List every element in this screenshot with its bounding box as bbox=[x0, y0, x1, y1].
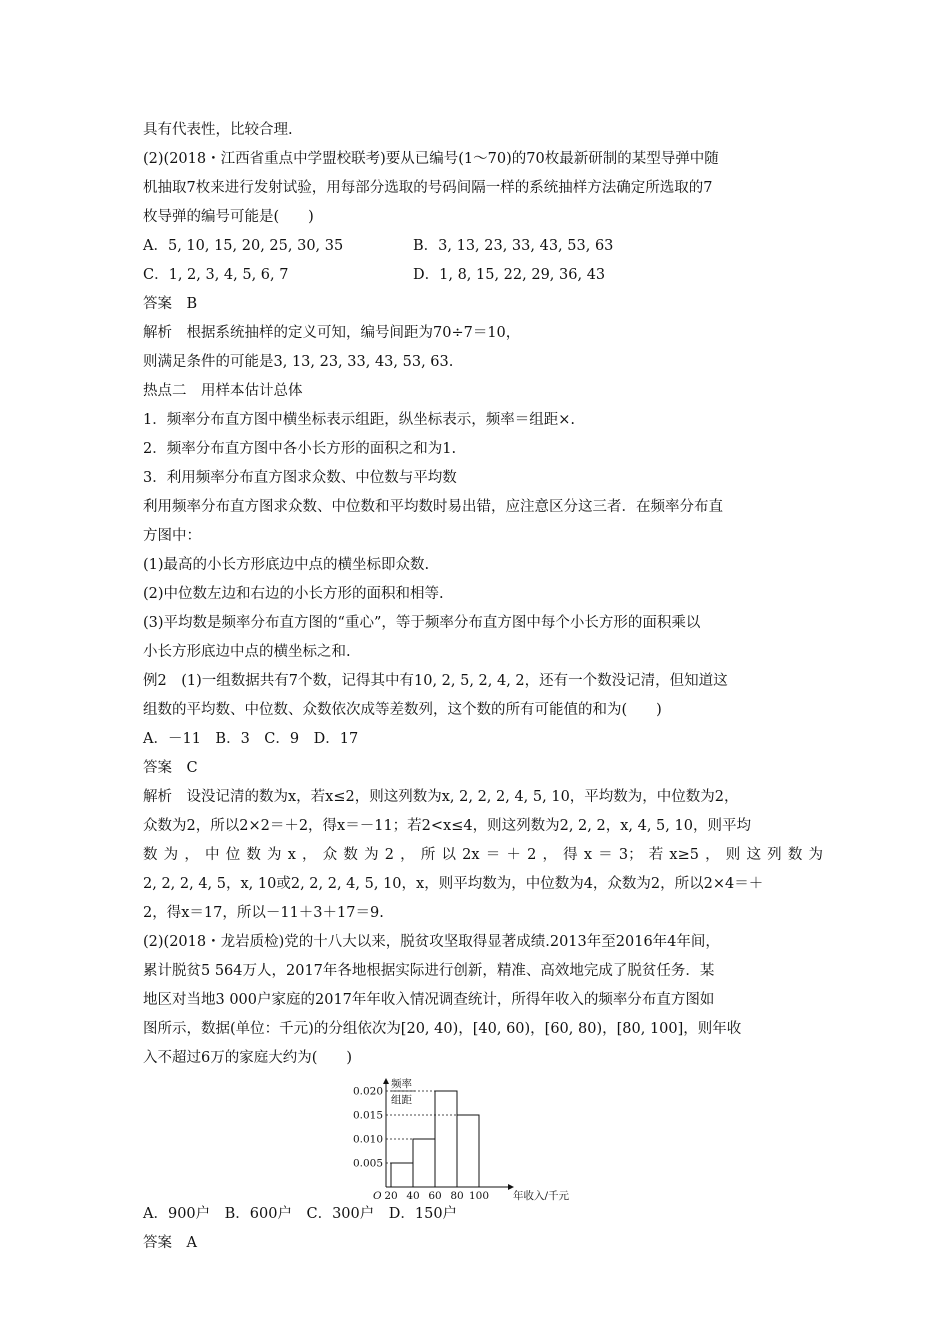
sub-point-3: 小长方形底边中点的横坐标之和. bbox=[143, 644, 351, 660]
example-2: 例2 (1)一组数据共有7个数，记得其中有10, 2, 5, 2, 4, 2，还有一个数没记清，但知道这 bbox=[143, 673, 728, 689]
explanation: 2，得x＝17，所以－11＋3＋17＝9. bbox=[143, 905, 384, 921]
question-2b-options: A．900户 B．600户 C．300户 D．150户 bbox=[143, 1206, 458, 1222]
explanation: 解析 设没记清的数为x，若x≤2，则这列数为x, 2, 2, 2, 4, 5, 10，平均数为，中位数为2， bbox=[143, 789, 739, 805]
y-axis-label-top: 频率 bbox=[391, 1078, 412, 1090]
question-2b: 累计脱贫5 564万人，2017年各地根据实际进行创新，精准、高效地完成了脱贫任务．某 bbox=[143, 963, 715, 979]
sub-point-2: (2)中位数左边和右边的小长方形的面积和相等. bbox=[143, 586, 444, 602]
x-tick-label: 60 bbox=[428, 1190, 442, 1202]
point-3: 3．利用频率分布直方图求众数、中位数与平均数 bbox=[143, 470, 457, 486]
explanation: 数为，中位数为x，众数为2，所以2x＝＋2，得x＝3；若x≥5，则这列数为 bbox=[143, 847, 823, 863]
question-2b: 入不超过6万的家庭大约为( ) bbox=[143, 1050, 353, 1066]
option-c: C．1, 2, 3, 4, 5, 6, 7 bbox=[143, 267, 289, 283]
histogram-bar bbox=[435, 1091, 457, 1187]
answer: 答案 C bbox=[143, 760, 198, 776]
option-b: B．3, 13, 23, 33, 43, 53, 63 bbox=[413, 238, 614, 254]
histogram-bar bbox=[457, 1115, 479, 1187]
sub-point-3: (3)平均数是频率分布直方图的“重心”，等于频率分布直方图中每个小长方形的面积乘以 bbox=[143, 615, 701, 631]
x-tick-label: 40 bbox=[406, 1190, 420, 1202]
question-2b: 图所示，数据(单位：千元)的分组依次为[20, 40)，[40, 60)，[60, 80)，[80, 100]，则年收 bbox=[143, 1021, 742, 1037]
histogram-bar bbox=[391, 1163, 413, 1187]
x-tick-label: 20 bbox=[384, 1190, 398, 1202]
question-2-line: (2)(2018・江西省重点中学盟校联考)要从已编号(1～70)的70枚最新研制的某型导弹中随 bbox=[143, 151, 719, 167]
histogram-figure bbox=[143, 1073, 823, 1200]
x-axis-label: 年收入/千元 bbox=[513, 1190, 570, 1202]
answer: 答案 A bbox=[143, 1235, 197, 1251]
y-tick-label: 0.015 bbox=[352, 1109, 383, 1122]
question-2-line: 枚导弹的编号可能是( ) bbox=[143, 209, 314, 225]
document-page bbox=[143, 116, 823, 1258]
option-d: D．1, 8, 15, 22, 29, 36, 43 bbox=[413, 267, 606, 283]
x-tick-label: 80 bbox=[450, 1190, 464, 1202]
point-2: 2．频率分布直方图中各小长方形的面积之和为1. bbox=[143, 441, 457, 457]
explanation: 则满足条件的可能是3, 13, 23, 33, 43, 53, 63. bbox=[143, 354, 454, 370]
histogram-chart bbox=[352, 1073, 591, 1202]
explanation: 解析 根据系统抽样的定义可知，编号间距为70÷7＝10， bbox=[143, 325, 521, 341]
answer: 答案 B bbox=[143, 296, 198, 312]
paragraph: 利用频率分布直方图求众数、中位数和平均数时易出错，应注意区分这三者．在频率分布直 bbox=[143, 499, 723, 515]
histogram-bar bbox=[413, 1139, 435, 1187]
explanation: 2, 2, 2, 4, 5，x, 10或2, 2, 2, 4, 5, 10，x，则平均数为，中位数为4，众数为2，所以2×4＝＋ bbox=[143, 876, 764, 892]
option-a: A．5, 10, 15, 20, 25, 30, 35 bbox=[143, 238, 344, 254]
example-2-options: A．－11 B．3 C．9 D．17 bbox=[143, 731, 359, 747]
y-axis-label-bottom: 组距 bbox=[391, 1094, 412, 1106]
question-2-line: 机抽取7枚来进行发射试验，用每部分选取的号码间隔一样的系统抽样方法确定所选取的7 bbox=[143, 180, 713, 196]
sub-point-1: (1)最高的小长方形底边中点的横坐标即众数. bbox=[143, 557, 430, 573]
text-line: 具有代表性，比较合理. bbox=[143, 122, 293, 138]
y-tick-label: 0.005 bbox=[352, 1157, 383, 1170]
x-tick-label: 100 bbox=[468, 1190, 490, 1202]
paragraph: 方图中： bbox=[143, 528, 201, 544]
options-row bbox=[143, 232, 823, 261]
y-tick-label: 0.010 bbox=[352, 1133, 383, 1146]
y-tick-label: 0.020 bbox=[352, 1085, 383, 1098]
section-heading: 热点二 用样本估计总体 bbox=[143, 383, 303, 399]
point-1: 1．频率分布直方图中横坐标表示组距，纵坐标表示，频率＝组距×. bbox=[143, 412, 575, 428]
options-row bbox=[143, 261, 823, 290]
question-2b: 地区对当地3 000户家庭的2017年年收入情况调查统计，所得年收入的频率分布直方图如 bbox=[143, 992, 715, 1008]
question-2b: (2)(2018・龙岩质检)党的十八大以来，脱贫攻坚取得显著成绩.2013年至2016年4年间， bbox=[143, 934, 720, 950]
explanation: 众数为2，所以2×2＝＋2，得x＝－11；若2<x≤4，则这列数为2, 2, 2，x, 4, 5, 10，则平均 bbox=[143, 818, 751, 834]
origin-label: O bbox=[373, 1190, 382, 1202]
example-2: 组数的平均数、中位数、众数依次成等差数列，这个数的所有可能值的和为( ) bbox=[143, 702, 662, 718]
